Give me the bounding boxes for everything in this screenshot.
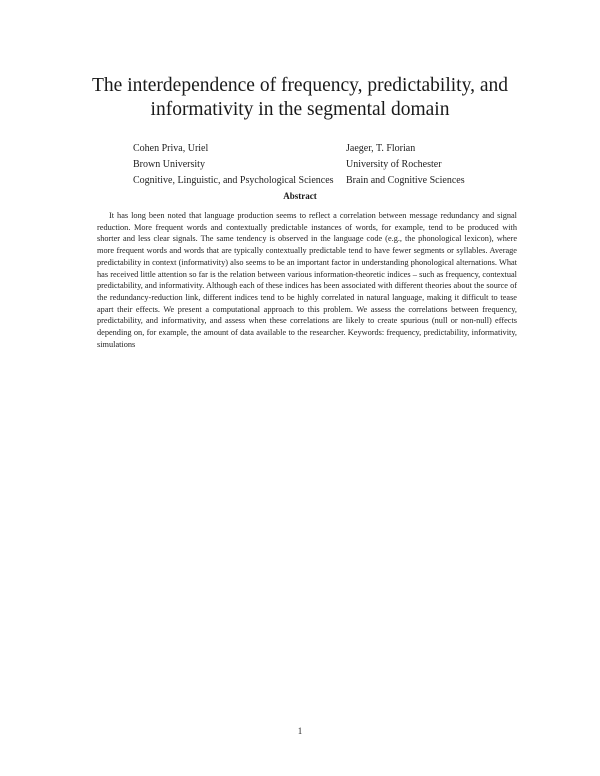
author-affiliation: Brown University bbox=[133, 159, 205, 170]
page-number: 1 bbox=[297, 726, 303, 736]
author-affiliation: University of Rochester bbox=[346, 159, 442, 170]
abstract-text: It has long been noted that language production seems to reflect a correlation between message redundancy and signal reduction. More frequent words and contextually predictable instances of words, for example, tend to be produced with shorter and less clear signals. The same tendency is observed in the language code (e.g., the phonological lexicon), where more frequent words and words that are typically contextually predictable tend to have fewer segments or syllables. Average predictability in context (informativity) also seems to be an important factor in understanding phonological alternations. What has received little attention so far is the relation between various information-theoretic indices – such as frequency, contextual predictability, and informativity. Although each of these indices has been associated with different theories about the source of the redundancy-reduction link, different indices tend to be highly correlated in natural language, making it difficult to tease apart their effects. We present a computational approach to this problem. We assess the correlations between frequency, predictability, and informativity, and assess when these correlations are likely to create spurious (null or non-null) effects depending on, for example, the amount of data available to the researcher. Keywords: frequency, predictability, informativity, simulations bbox=[97, 211, 517, 349]
author-department: Cognitive, Linguistic, and Psychological Sciences bbox=[133, 175, 334, 186]
author-department: Brain and Cognitive Sciences bbox=[346, 175, 465, 186]
paper-title: The interdependence of frequency, predictability, and informativity in the segmental domain bbox=[92, 75, 508, 120]
author-name: Jaeger, T. Florian bbox=[346, 143, 416, 154]
author-block-2 bbox=[346, 141, 465, 189]
abstract-heading: Abstract bbox=[283, 191, 317, 201]
author-name: Cohen Priva, Uriel bbox=[133, 143, 209, 154]
author-block-1 bbox=[133, 141, 334, 189]
